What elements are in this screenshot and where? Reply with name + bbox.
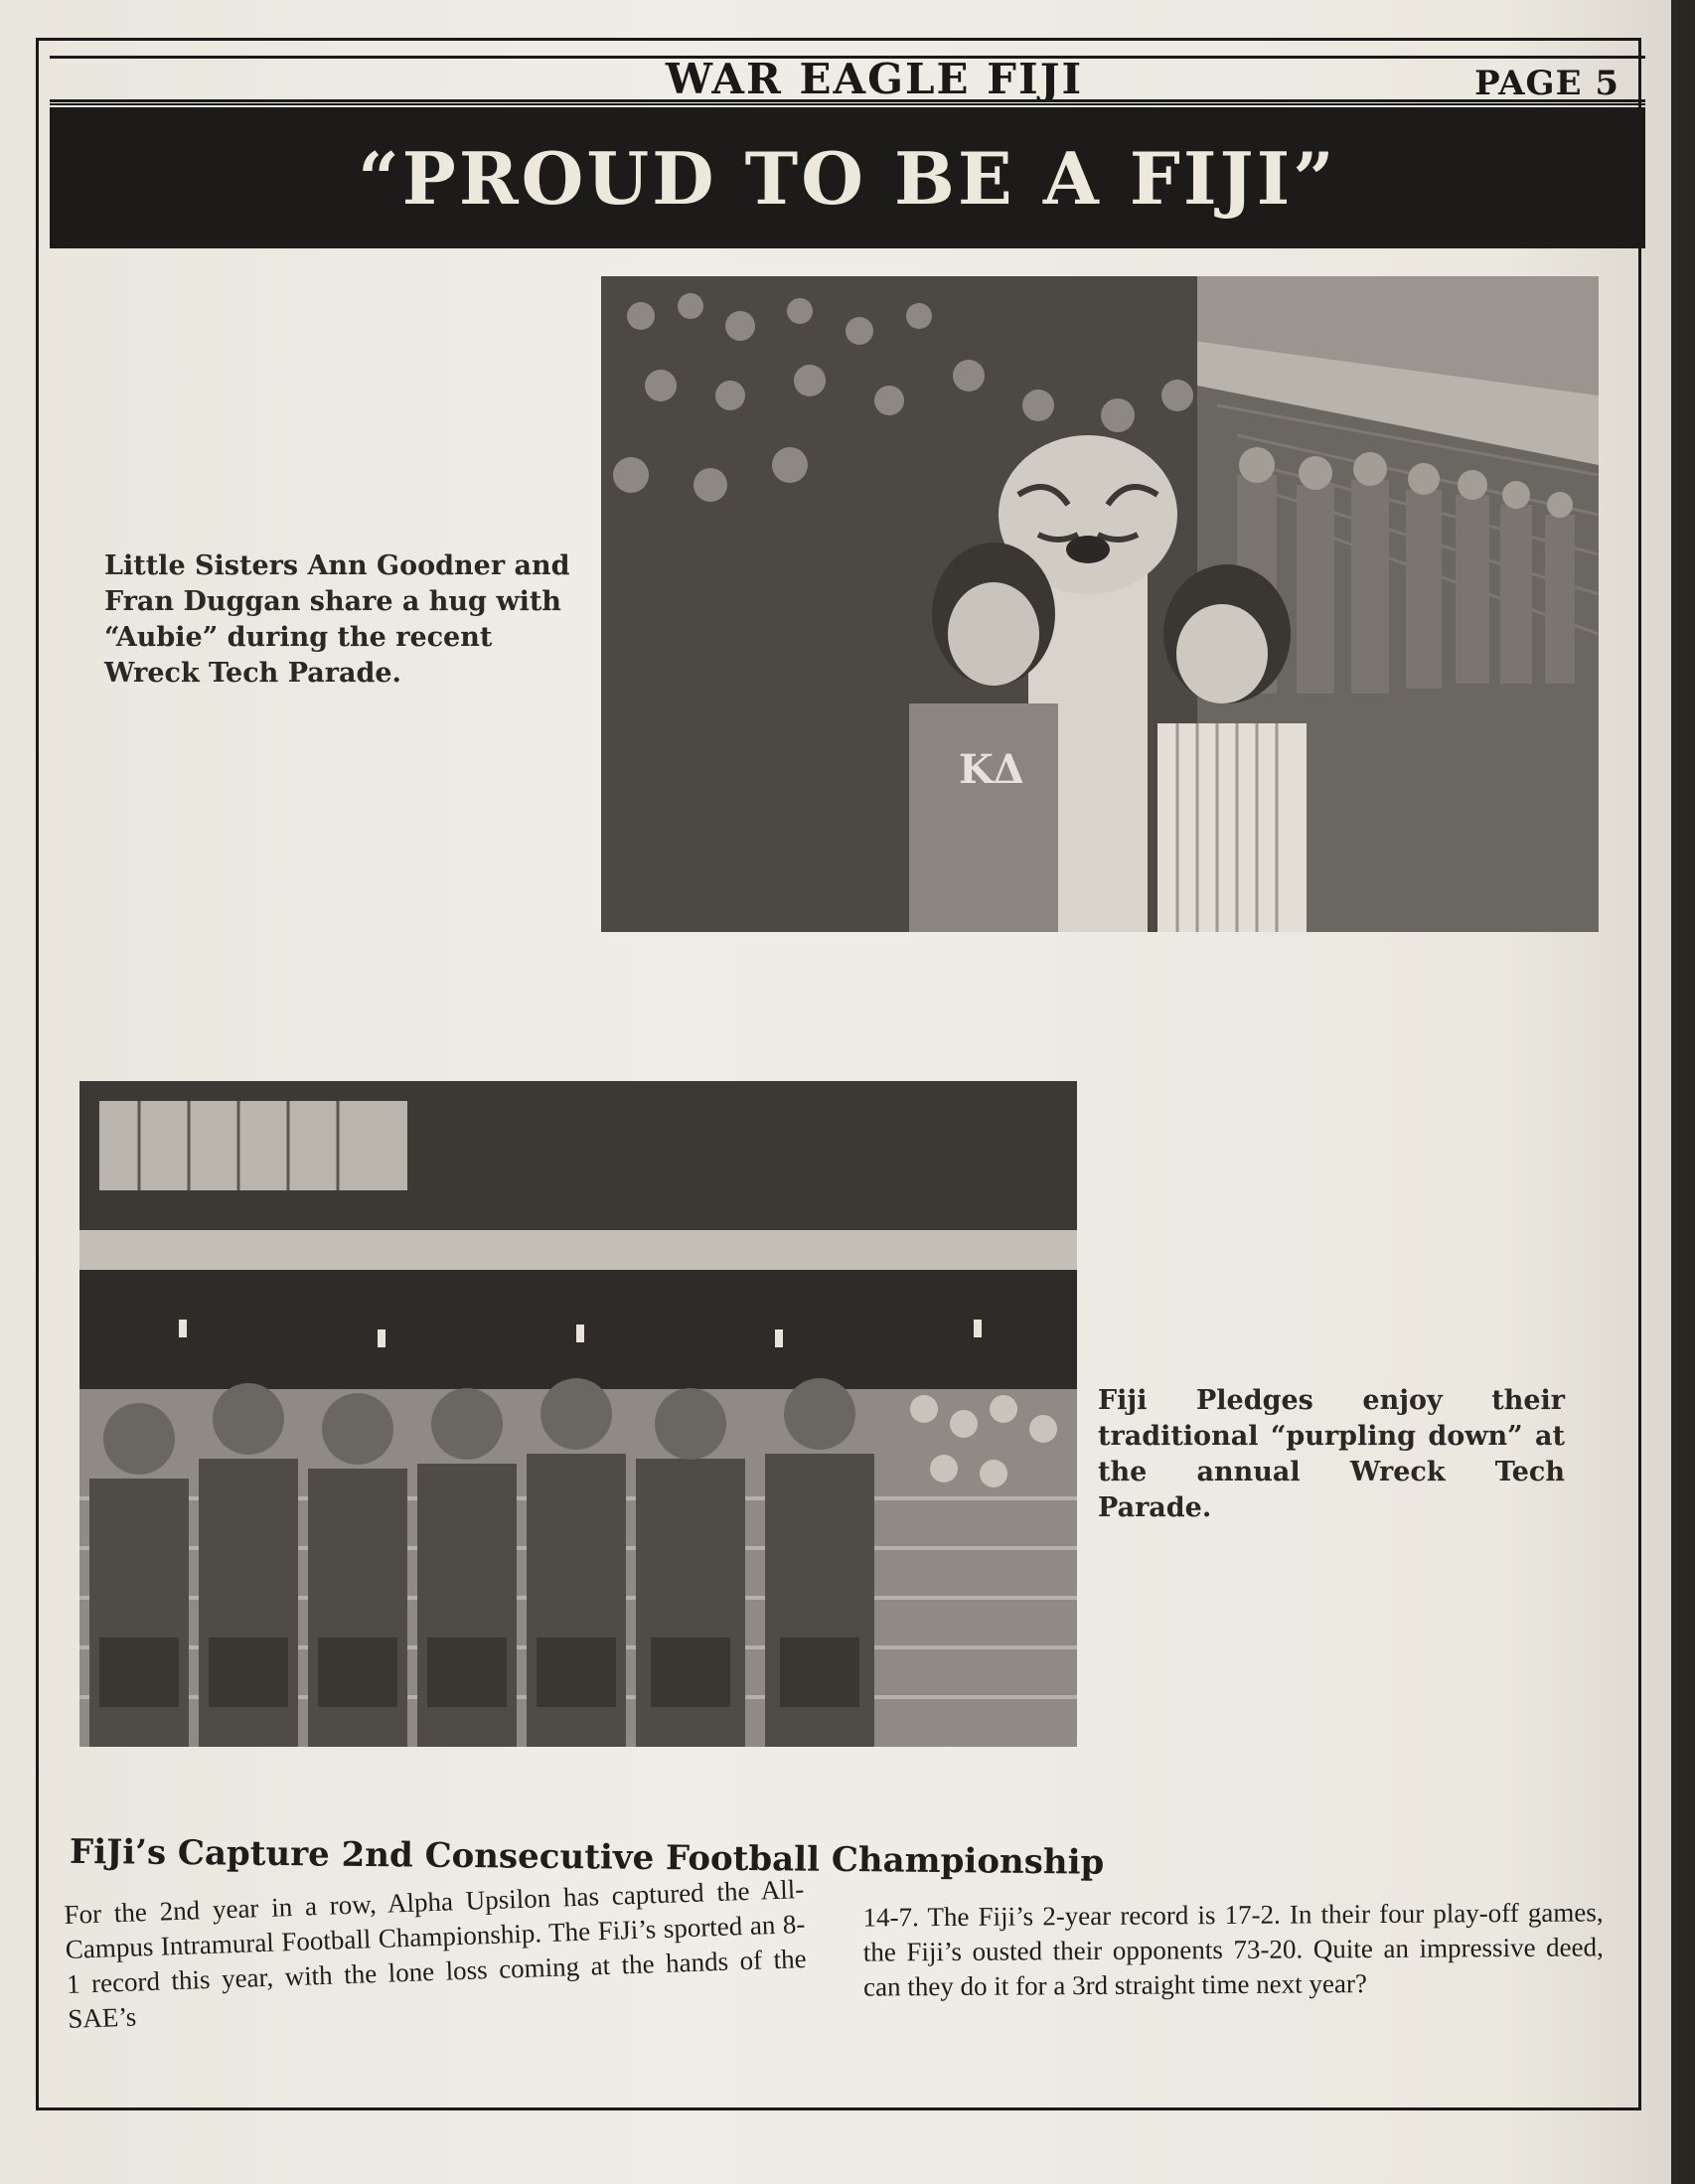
photo-mascot-hug-image [601,276,1599,932]
paper-name: WAR EAGLE FIJI [665,55,1084,103]
masthead-rule [50,99,1645,105]
article-column-2: 14-7. The Fiji’s 2-year record is 17-2. In their four play-off games, the Fiji’s ousted their opponents 73-20. Quite an impressive deed, can they do it for a 3rd straight time next year? [862,1897,1604,2002]
photo-purpling-down [79,1081,1077,1747]
article-column-1: For the 2nd year in a row, Alpha Upsilon has captured the All-Campus Intramural Football Championship. The FiJi’s sported an 8-1 record this year, with the lone loss coming at the hands of the SAE’s [64,1873,808,2034]
article-body [64,1873,1604,2047]
page-number: PAGE 5 [1474,64,1619,103]
photo-purpling-down-image [79,1081,1077,1747]
title-banner [50,107,1645,248]
photo-caption-bottom: Fiji Pledges enjoy their traditional “purpling down” at the annual Wreck Tech Parade. [1098,1385,1565,1523]
banner-title: “PROUD TO BE A FIJI” [358,135,1337,221]
photo-caption-top: Little Sisters Ann Goodner and Fran Duggan share a hug with “Aubie” during the recent Wreck Tech Parade. [104,550,570,689]
shirt-letters: KΔ [959,746,1024,793]
article-headline: FiJi’s Capture 2nd Consecutive Football Championship [69,1831,1105,1883]
photo-mascot-hug [601,276,1599,932]
